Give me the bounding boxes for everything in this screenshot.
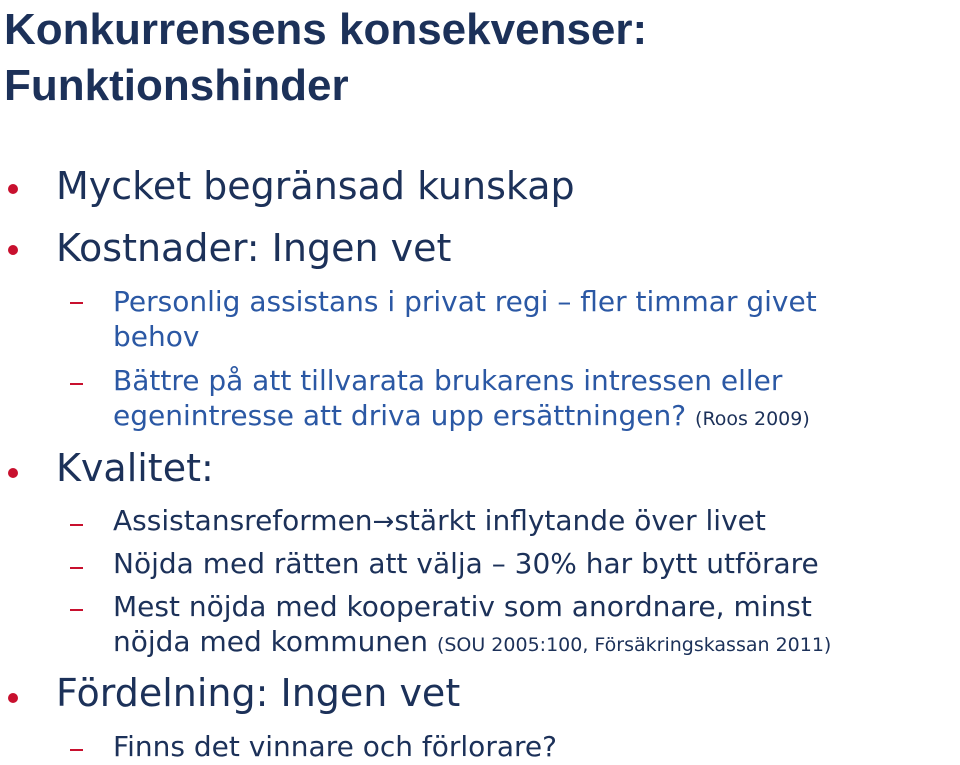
bullet-fordelning: Fördelning: Ingen vet xyxy=(56,671,461,715)
bullet-dot xyxy=(8,693,18,703)
bullet-dot xyxy=(8,468,18,478)
sub-item-mest-nojda-line-2 xyxy=(113,624,831,663)
bullet-dot xyxy=(8,245,18,255)
sub-bullet-dash xyxy=(70,609,83,611)
arrow-right-icon: → xyxy=(372,507,395,537)
sub-bullet-dash xyxy=(70,302,83,304)
sub-item-assistansreformen xyxy=(113,503,766,540)
slide-title xyxy=(4,2,647,114)
bullet-kvalitet: Kvalitet: xyxy=(56,446,214,490)
sub-item-mest-nojda-line-1: Mest nöjda med kooperativ som anordnare, minst xyxy=(113,590,812,623)
sub-bullet-dash xyxy=(70,567,83,569)
sub-item-nojda: Nöjda med rätten att välja – 30% har bytt utförare xyxy=(113,547,819,580)
title-line-1: Konkurrensens konsekvenser: xyxy=(4,5,648,54)
sub-item-mest-nojda-text: nöjda med kommunen xyxy=(113,625,429,658)
bullet-kostnader: Kostnader: Ingen vet xyxy=(56,226,452,270)
sub-item-assistansreformen-b: stärkt inflytande över livet xyxy=(394,504,766,537)
sub-bullet-dash xyxy=(70,749,83,751)
sub-bullet-dash xyxy=(70,383,83,385)
sub-item-battre-text: egenintresse att driva upp ersättningen? xyxy=(113,399,687,432)
citation-sou: (SOU 2005:100, Försäkringskassan 2011) xyxy=(436,634,832,656)
sub-bullet-dash xyxy=(70,524,83,526)
sub-item-personlig-assistans-line-1: Personlig assistans i privat regi – fler timmar givet xyxy=(113,285,817,318)
bullet-dot xyxy=(8,184,18,194)
title-line-2: Funktionshinder xyxy=(4,61,349,110)
sub-item-battre-line-1: Bättre på att tillvarata brukarens intressen eller xyxy=(113,364,783,397)
sub-item-personlig-assistans-line-2: behov xyxy=(113,320,200,353)
sub-item-assistansreformen-a: Assistansreformen xyxy=(113,504,373,537)
citation-roos: (Roos 2009) xyxy=(695,408,810,430)
bullet-kunskap: Mycket begränsad kunskap xyxy=(56,164,575,208)
sub-item-vinnare: Finns det vinnare och förlorare? xyxy=(113,730,557,763)
sub-item-battre-line-2 xyxy=(113,398,810,437)
